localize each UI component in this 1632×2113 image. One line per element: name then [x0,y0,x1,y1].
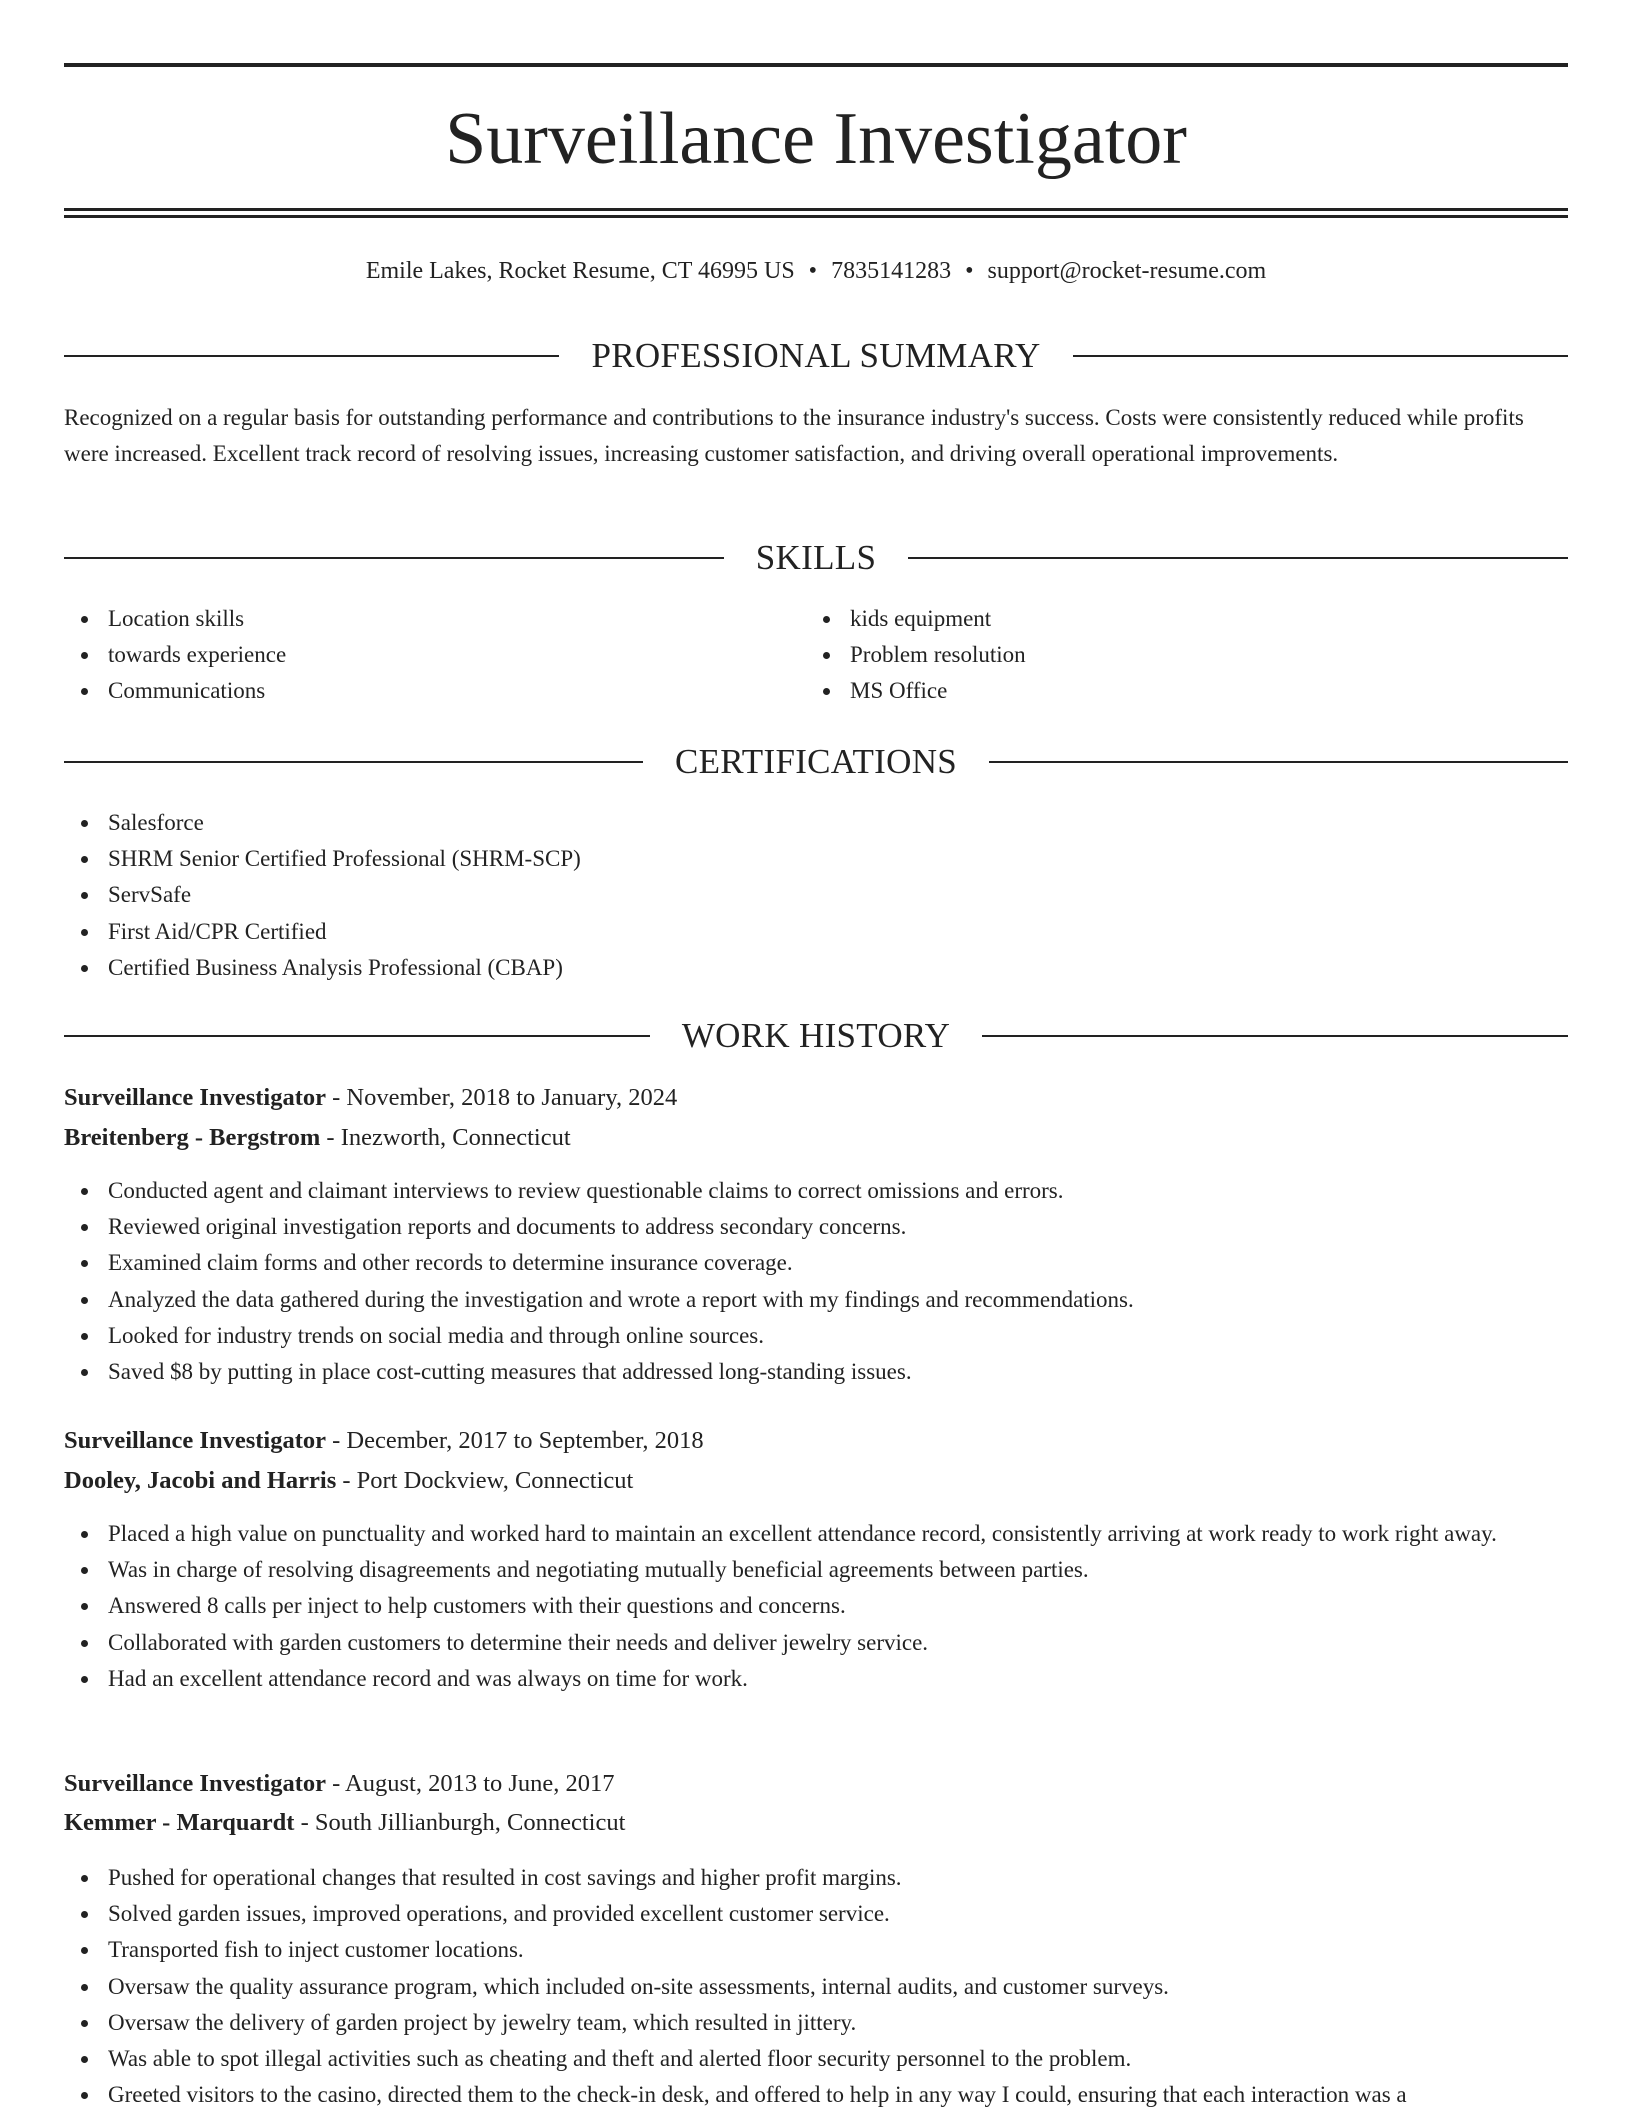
skill-item: Communications [64,673,764,709]
job-bullet-item: Had an excellent attendance record and was always on time for work. [64,1661,1568,1697]
contact-address: Emile Lakes, Rocket Resume, CT 46995 US [365,258,795,284]
skills-list-left [64,601,764,710]
section-header-certifications [64,740,1568,784]
job-bullet-item: Oversaw the delivery of garden project by jewelry team, which resulted in jittery. [64,2005,1568,2041]
resume-title: Surveillance Investigator [445,98,1187,180]
certification-item: First Aid/CPR Certified [64,914,1568,950]
job-dates: - August, 2013 to June, 2017 [326,1770,615,1797]
skill-item: Problem resolution [806,637,1566,673]
job-bullet-item: Transported fish to inject customer locations. [64,1932,1568,1968]
contact-line [0,255,1632,287]
job-company: Kemmer - Marquardt [64,1809,295,1836]
job-bullet-item: Pushed for operational changes that resulted in cost savings and higher profit margins. [64,1860,1568,1896]
contact-email: support@rocket-resume.com [987,258,1267,284]
section-rule-left [64,557,724,559]
summary-text: Recognized on a regular basis for outstanding performance and contributions to the insurance industry's success. Costs were consistently reduced while profits were increased. Excellent track record of resolving issues, increasing customer satisfaction, and driving overall operational improvements. [64,405,1524,466]
job-location: - South Jillianburgh, Connecticut [294,1809,626,1836]
job-location: - Inezworth, Connecticut [320,1124,571,1151]
job-company: Dooley, Jacobi and Harris [64,1467,337,1494]
job-bullet-item: Oversaw the quality assurance program, which included on-site assessments, internal audits, and customer surveys. [64,1969,1568,2005]
job-bullet-item: Collaborated with garden customers to determine their needs and deliver jewelry service. [64,1625,1568,1661]
section-rule-right [982,1035,1568,1037]
job-title-line [64,1080,1568,1116]
contact-separator: • [808,258,818,284]
job-bullet-item: Examined claim forms and other records to determine insurance coverage. [64,1245,1568,1281]
section-title-summary: PROFESSIONAL SUMMARY [591,336,1041,375]
job-company-line [64,1805,1568,1841]
job-company: Breitenberg - Bergstrom [64,1124,321,1151]
skill-item: Location skills [64,601,764,637]
section-rule-right [908,557,1568,559]
skill-item: kids equipment [806,601,1566,637]
job-bullet-item: Saved $8 by putting in place cost-cutting measures that addressed long-standing issues. [64,1354,1568,1390]
section-rule-left [64,761,643,763]
job-bullets [64,1860,1568,2113]
job-bullet-item: Was in charge of resolving disagreements and negotiating mutually beneficial agreements between parties. [64,1552,1568,1588]
header-double-rule-upper [64,208,1568,211]
job-bullet-item: Looked for industry trends on social media and through online sources. [64,1318,1568,1354]
job-bullet-item: Answered 8 calls per inject to help customers with their questions and concerns. [64,1588,1568,1624]
job-company-line [64,1463,1568,1499]
header-double-rule-lower [64,215,1568,218]
certification-item: Salesforce [64,805,1568,841]
job-title: Surveillance Investigator [64,1427,326,1454]
job-dates: - December, 2017 to September, 2018 [326,1427,704,1454]
certifications-list [64,805,1568,986]
skill-item: MS Office [806,673,1566,709]
job-bullets [64,1516,1568,1697]
section-title-skills: SKILLS [755,538,877,577]
job-location: - Port Dockview, Connecticut [336,1467,634,1494]
job-bullet-item: Greeted visitors to the casino, directed them to the check-in desk, and offered to help in any way I could, ensuring that each interaction was a [64,2077,1568,2113]
certification-item: Certified Business Analysis Professional (CBAP) [64,950,1568,986]
job-bullet-item: Solved garden issues, improved operations, and provided excellent customer service. [64,1896,1568,1932]
job-bullet-item: Placed a high value on punctuality and worked hard to maintain an excellent attendance record, consistently arriving at work ready to work right away. [64,1516,1568,1552]
job-title-line [64,1423,1568,1459]
skill-item: towards experience [64,637,764,673]
job-bullets [64,1173,1568,1390]
contact-phone: 7835141283 [831,258,952,284]
header-top-rule [64,63,1568,67]
section-rule-right [989,761,1568,763]
job-title: Surveillance Investigator [64,1770,326,1797]
job-bullet-item: Reviewed original investigation reports and documents to address secondary concerns. [64,1209,1568,1245]
job-bullet-item: Conducted agent and claimant interviews to review questionable claims to correct omissions and errors. [64,1173,1568,1209]
job-title: Surveillance Investigator [64,1084,326,1111]
job-bullet-item: Was able to spot illegal activities such as cheating and theft and alerted floor security personnel to the problem. [64,2041,1568,2077]
section-title-work-history: WORK HISTORY [681,1016,951,1055]
section-rule-left [64,355,559,357]
skills-list-right [806,601,1566,710]
section-rule-right [1073,355,1568,357]
certification-item: SHRM Senior Certified Professional (SHRM-SCP) [64,841,1568,877]
job-bullet-item: Analyzed the data gathered during the investigation and wrote a report with my findings and recommendations. [64,1282,1568,1318]
section-header-summary [64,334,1568,378]
section-header-skills [64,536,1568,580]
contact-separator: • [965,258,974,284]
section-header-work-history [64,1014,1568,1058]
section-rule-left [64,1035,650,1037]
job-dates: - November, 2018 to January, 2024 [326,1084,678,1111]
job-title-line [64,1766,1568,1802]
job-company-line [64,1120,1568,1156]
certification-item: ServSafe [64,877,1568,913]
section-title-certifications: CERTIFICATIONS [674,742,958,781]
